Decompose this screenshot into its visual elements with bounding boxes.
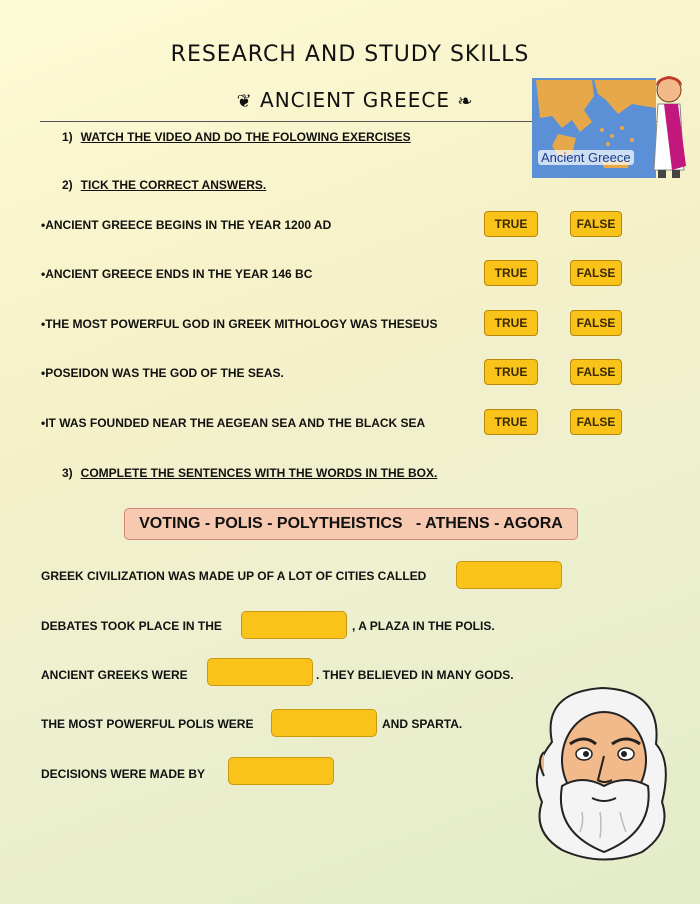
- sentence-1-text: GREEK CIVILIZATION WAS MADE UP OF A LOT OF CITIES CALLED: [41, 569, 427, 583]
- tf-question-4: •POSEIDON WAS THE GOD OF THE SEAS.: [41, 366, 284, 380]
- instruction-text: WATCH THE VIDEO AND DO THE FOLOWING EXERCISES: [80, 130, 411, 144]
- instruction-text: COMPLETE THE SENTENCES WITH THE WORDS IN THE BOX.: [80, 466, 438, 480]
- sentence-3-after: . THEY BELIEVED IN MANY GODS.: [316, 668, 514, 682]
- false-button[interactable]: FALSE: [570, 260, 622, 286]
- true-button[interactable]: TRUE: [484, 409, 538, 435]
- answer-blank-5[interactable]: [228, 757, 334, 785]
- worksheet-title: RESEARCH AND STUDY SKILLS: [170, 42, 530, 67]
- word-bank: VOTING - POLIS - POLYTHEISTICS - ATHENS - AGORA: [124, 508, 578, 540]
- tf-question-5: •IT WAS FOUNDED NEAR THE AEGEAN SEA AND THE BLACK SEA: [41, 416, 426, 430]
- answer-blank-3[interactable]: [207, 658, 313, 686]
- false-button[interactable]: FALSE: [570, 310, 622, 336]
- fleuron-right-icon: ❧: [457, 91, 474, 112]
- instruction-3: [62, 466, 437, 480]
- sentence-2-text: DEBATES TOOK PLACE IN THE: [41, 619, 222, 633]
- map-label: Ancient Greece: [538, 150, 634, 165]
- fleuron-left-icon: ❦: [236, 91, 253, 112]
- true-button[interactable]: TRUE: [484, 310, 538, 336]
- tf-question-1: •ANCIENT GREECE BEGINS IN THE YEAR 1200 AD: [41, 218, 332, 232]
- answer-blank-1[interactable]: [456, 561, 562, 589]
- map-of-greece-with-girl-icon: [532, 70, 686, 186]
- answer-blank-4[interactable]: [271, 709, 377, 737]
- true-button[interactable]: TRUE: [484, 260, 538, 286]
- instruction-number: 1): [62, 130, 73, 144]
- instruction-number: 3): [62, 466, 73, 480]
- instruction-text: TICK THE CORRECT ANSWERS.: [80, 178, 267, 192]
- false-button[interactable]: FALSE: [570, 359, 622, 385]
- true-button[interactable]: TRUE: [484, 211, 538, 237]
- sentence-4-after: AND SPARTA.: [382, 717, 463, 731]
- worksheet-subtitle: [210, 88, 500, 112]
- true-button[interactable]: TRUE: [484, 359, 538, 385]
- subtitle-text: ANCIENT GREECE: [260, 88, 450, 112]
- sentence-4-text: THE MOST POWERFUL POLIS WERE: [41, 717, 254, 731]
- sentence-2-after: , A PLAZA IN THE POLIS.: [352, 619, 495, 633]
- instruction-number: 2): [62, 178, 73, 192]
- sentence-3-text: ANCIENT GREEKS WERE: [41, 668, 188, 682]
- tf-question-2: •ANCIENT GREECE ENDS IN THE YEAR 146 BC: [41, 267, 313, 281]
- sentence-5-text: DECISIONS WERE MADE BY: [41, 767, 206, 781]
- instruction-2: [62, 178, 266, 192]
- false-button[interactable]: FALSE: [570, 211, 622, 237]
- answer-blank-2[interactable]: [241, 611, 347, 639]
- tf-question-3: •THE MOST POWERFUL GOD IN GREEK MITHOLOGY WAS THESEUS: [41, 317, 438, 331]
- false-button[interactable]: FALSE: [570, 409, 622, 435]
- greek-philosopher-head-icon: [522, 682, 680, 864]
- instruction-1: [62, 130, 411, 144]
